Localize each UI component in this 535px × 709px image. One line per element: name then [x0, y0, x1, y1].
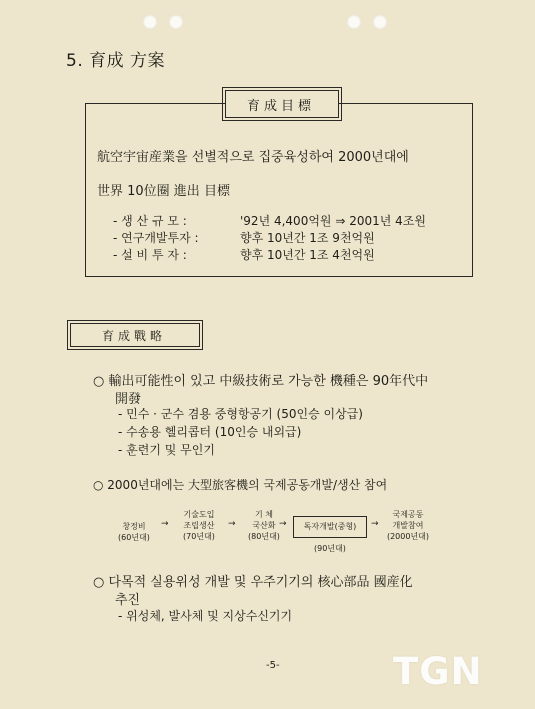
tgn-watermark-logo: TGN — [393, 650, 483, 693]
goal-item-label-3: - 설 비 투 자 : — [113, 248, 187, 262]
strategy-bullet-3-sub: - 위성체, 발사체 및 지상수신기기 — [118, 609, 293, 623]
punch-hole-3 — [347, 15, 361, 29]
flow-stage-3-line-2: 국산화 — [252, 521, 276, 530]
flow-stage-2-line-3: (70년대) — [183, 532, 215, 541]
goal-title: 育成目標 — [246, 99, 315, 114]
punch-hole-2 — [169, 15, 183, 29]
goal-item-label-2: - 연구개발투자 : — [113, 231, 199, 245]
goal-item-value-1: '92년 4,400억원 ⇒ 2001년 4조원 — [240, 214, 426, 228]
strategy-sub-item-1: - 민수 · 군수 겸용 중형항공기 (50인승 이상급) — [118, 407, 363, 421]
flow-arrow-1: → — [161, 519, 169, 529]
punch-hole-1 — [143, 15, 157, 29]
flow-stage-1-line-1: 창정비 — [122, 522, 146, 531]
flow-stage-5 — [382, 509, 434, 542]
section-title: 5. 育成 方案 — [66, 51, 166, 71]
strategy-bullet-1: ○ 輸出可能性이 있고 中級技術로 가능한 機種은 90年代中 — [93, 374, 429, 389]
goal-line-1: 航空宇宙産業을 선별적으로 집중육성하여 2000년대에 — [97, 150, 409, 165]
flow-arrow-3: → — [279, 519, 287, 529]
flow-stage-4-period: (90년대) — [314, 544, 346, 553]
flow-stage-3-line-1: 기 체 — [255, 510, 273, 519]
page-number: -5- — [266, 660, 280, 671]
flow-stage-1 — [112, 521, 156, 543]
flow-stage-5-line-2: 개발참여 — [392, 521, 424, 530]
flow-stage-3-line-3: (80년대) — [248, 532, 280, 541]
goal-item-value-2: 향후 10년간 1조 9천억원 — [240, 231, 375, 245]
flow-arrow-2: → — [228, 519, 236, 529]
flow-stage-4-label: 독자개발(중형) — [303, 522, 357, 531]
strategy-sub-item-2: - 수송용 헬리콥터 (10인승 내외급) — [118, 425, 302, 439]
strategy-bullet-1-cont: 開發 — [115, 392, 142, 407]
goal-item-label-1: - 생 산 규 모 : — [113, 214, 187, 228]
goal-item-value-3: 향후 10년간 1조 4천억원 — [240, 248, 375, 262]
strategy-bullet-3-cont: 추진 — [115, 593, 141, 608]
strategy-title: 育成戰略 — [101, 329, 166, 343]
strategy-bullet-3: ○ 다목적 실용위성 개발 및 우주기기의 核心部品 國産化 — [93, 575, 413, 590]
flow-stage-5-line-1: 국제공동 — [392, 510, 424, 519]
strategy-sub-item-3: - 훈련기 및 무인기 — [118, 443, 215, 457]
goal-line-2: 世界 10位圈 進出 目標 — [97, 184, 230, 199]
strategy-bullet-2: ○ 2000년대에는 大型旅客機의 국제공동개발/생산 참여 — [93, 478, 388, 492]
flow-stage-5-line-3: (2000년대) — [386, 532, 430, 541]
punch-hole-4 — [373, 15, 387, 29]
flow-arrow-4: → — [371, 519, 379, 529]
flow-stage-2-line-1: 기술도입 — [183, 510, 215, 519]
flow-stage-2 — [174, 509, 224, 542]
flow-stage-1-line-2: (60년대) — [118, 533, 150, 542]
flow-stage-2-line-2: 조립생산 — [183, 521, 215, 530]
